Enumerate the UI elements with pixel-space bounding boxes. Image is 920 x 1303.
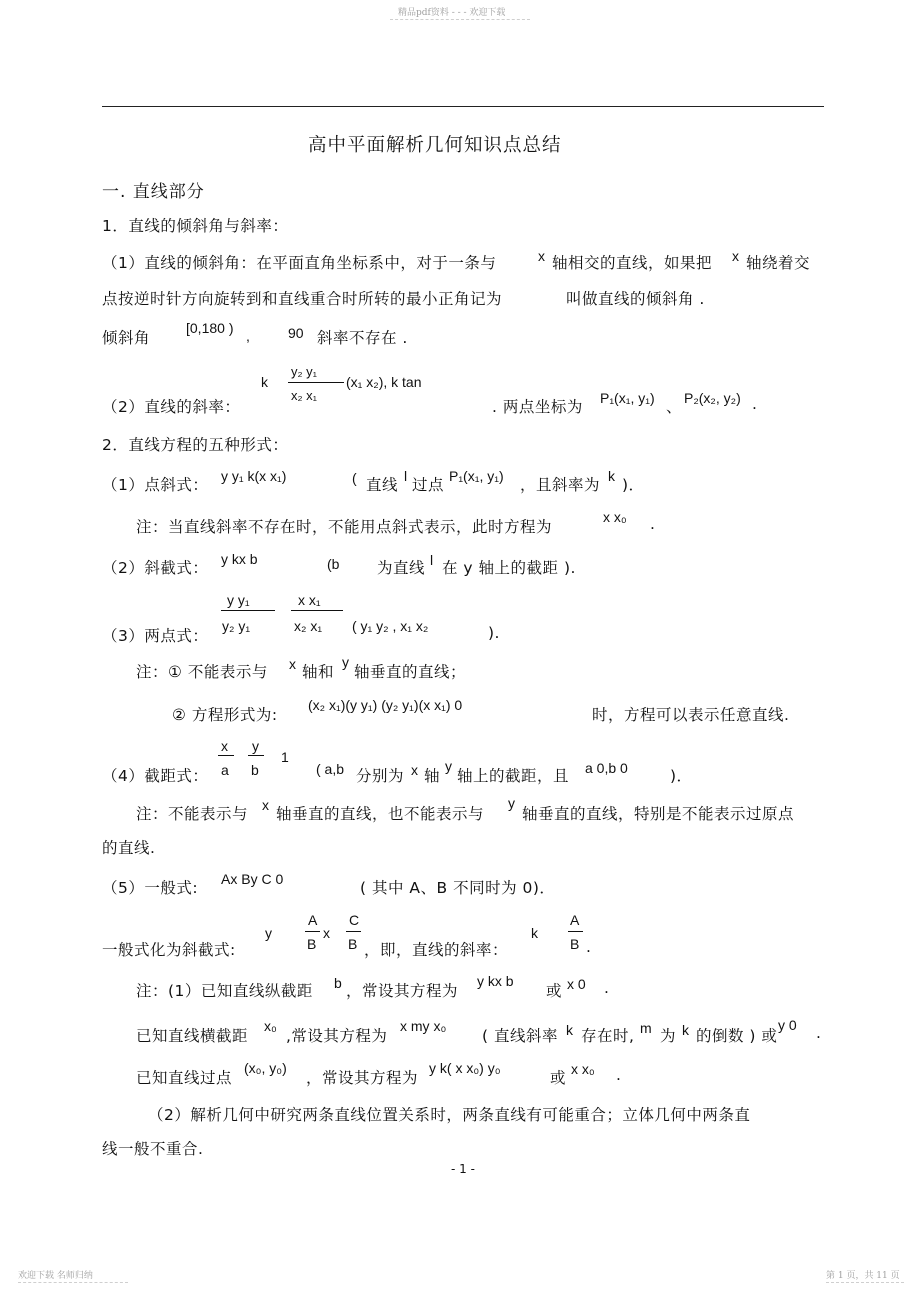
point-slope-note: 注：当直线斜率不存在时，不能用点斜式表示，此时方程为: [136, 518, 553, 536]
text: .: [752, 395, 758, 413]
header-watermark: 精品pdf资料 - - - 欢迎下载: [398, 8, 506, 18]
point-x0-y0: (x₀, y₀): [244, 1060, 287, 1076]
fraction-bar: [305, 931, 320, 932]
slope-intercept-label: （2）斜截式：: [102, 559, 209, 577]
item2-heading: 2．直线方程的五种形式：: [102, 436, 289, 454]
text: 轴: [424, 767, 441, 785]
two-point-den2: x₂ x₁: [294, 618, 323, 634]
footer-left: 欢迎下载 名师归纳: [18, 1271, 93, 1281]
angle-90: 90: [288, 325, 304, 341]
text: .: [616, 1066, 622, 1084]
text: 时，方程可以表示任意直线.: [592, 706, 790, 724]
two-point-num2: x x₁: [298, 592, 321, 608]
text: 或: [550, 1069, 567, 1087]
slope-condition: (x₁ x₂), k tan: [346, 374, 422, 390]
var-y: y: [508, 795, 515, 811]
var-x: x: [323, 925, 330, 941]
page-number: - 1 -: [451, 1162, 475, 1176]
var-k: k: [682, 1022, 689, 1038]
text: 轴绕着交: [746, 254, 811, 272]
var-m: m: [640, 1020, 652, 1036]
frac-B: B: [348, 936, 358, 952]
item1-p1: [102, 251, 496, 273]
equation: y k( x x₀) y₀: [429, 1060, 501, 1076]
text: 在 y 轴上的截距 ).: [442, 559, 576, 577]
point-slope-equation: y y₁ k(x x₁): [221, 468, 287, 484]
text: 斜率不存在 .: [317, 329, 408, 347]
text: 已知直线过点: [136, 1069, 233, 1087]
text: 叫做直线的倾斜角 .: [566, 290, 705, 308]
text: 轴垂直的直线；: [354, 663, 467, 681]
intercept-condition: a 0,b 0: [585, 760, 628, 776]
fraction-bar: [291, 610, 343, 611]
point-slope-label: （1）点斜式：: [102, 476, 209, 494]
text: (: [352, 470, 357, 486]
var-x: x: [538, 248, 545, 264]
text: 轴相交的直线，如果把: [552, 254, 713, 272]
text: 已知直线横截距: [136, 1027, 249, 1045]
slope-fraction-bar: [288, 382, 344, 383]
section-heading: 一. 直线部分: [102, 182, 205, 202]
text: 存在时,: [581, 1027, 635, 1045]
text: ).: [488, 624, 500, 642]
header-dash-line: [390, 19, 530, 20]
slope-intercept-equation: y kx b: [221, 551, 258, 567]
text: ,: [246, 328, 250, 344]
general-form-label: （5）一般式:: [102, 879, 199, 897]
angle-range: [0,180 ): [186, 320, 234, 336]
frac-A: A: [308, 912, 318, 928]
fraction-bar: [221, 610, 275, 611]
text: 为: [660, 1027, 677, 1045]
text: ，常设其方程为: [306, 1069, 419, 1087]
text: ② 方程形式为:: [172, 706, 278, 724]
var-k: k: [566, 1022, 573, 1038]
frac-B: B: [570, 936, 580, 952]
text: ( a,b: [316, 761, 345, 777]
point-p2: P₂(x₂, y₂): [684, 390, 741, 406]
point-p1: P₁(x₁, y₁): [449, 468, 504, 484]
text: （1）直线的倾斜角：在平面直角坐标系中，对于一条与: [102, 254, 497, 272]
general-to-slope-label: 一般式化为斜截式:: [102, 941, 236, 959]
var-x0: x₀: [264, 1018, 277, 1034]
var-k: k: [608, 468, 615, 484]
general-form-equation: Ax By C 0: [221, 871, 284, 887]
equation: y 0: [778, 1017, 797, 1033]
footer-right: 第 1 页，共 11 页: [826, 1271, 900, 1281]
frac-C: C: [349, 912, 360, 928]
text: .: [604, 979, 610, 997]
slope-denominator: x₂ x₁: [291, 388, 318, 403]
fraction-bar: [248, 755, 264, 756]
two-point-condition: ( y₁ y₂ , x₁ x₂: [352, 618, 429, 634]
general-two-point-equation: (x₂ x₁)(y y₁) (y₂ y₁)(x x₁) 0: [308, 697, 463, 713]
fraction-bar: [218, 755, 234, 756]
intercept-one: 1: [281, 749, 289, 765]
two-point-label: （3）两点式：: [102, 627, 209, 645]
footer-dash-left: [18, 1282, 128, 1283]
var-k: k: [531, 925, 538, 941]
text: 注：① 不能表示与: [136, 663, 268, 681]
text: )．: [670, 767, 693, 785]
text: . 两点坐标为: [492, 398, 583, 416]
two-point-den1: y₂ y₁: [222, 618, 251, 634]
text: ,常设其方程为: [286, 1027, 388, 1045]
intercept-label: （4）截距式：: [102, 767, 209, 785]
text: 注：不能表示与: [136, 805, 249, 823]
text: 注：(1）已知直线纵截距: [136, 982, 313, 1000]
text: ，即，直线的斜率：: [364, 941, 509, 959]
text: ( 直线斜率: [482, 1027, 558, 1045]
text: )．: [622, 476, 645, 494]
text: 分别为: [356, 767, 405, 785]
text: 直线: [366, 476, 399, 494]
slope-numerator: y₂ y₁: [291, 364, 318, 379]
text: 的直线.: [102, 839, 156, 857]
header-rule: [102, 106, 824, 107]
var-y: y: [342, 654, 349, 670]
var-l: l: [404, 468, 408, 484]
text: .: [586, 938, 592, 956]
equation: x x₀: [571, 1061, 595, 1077]
item1-p2: 点按逆时针方向旋转到和直线重合时所转的最小正角记为: [102, 290, 503, 308]
intercept-den-a: a: [221, 762, 229, 778]
text: ，且斜率为: [520, 476, 601, 494]
intercept-num-y: y: [252, 738, 259, 754]
footer-dash-right: [826, 1282, 904, 1283]
slope-k: k: [261, 374, 268, 390]
text: 为直线: [377, 559, 426, 577]
equation: x x₀: [603, 509, 627, 525]
text: (b: [327, 556, 340, 572]
var-x: x: [732, 248, 739, 264]
page-title: 高中平面解析几何知识点总结: [308, 135, 562, 156]
var-x: x: [289, 656, 296, 672]
equation: x my x₀: [400, 1018, 447, 1034]
point-p1: P₁(x₁, y₁): [600, 390, 655, 406]
var-y: y: [265, 925, 272, 941]
text: 、: [666, 398, 683, 416]
text: 或: [546, 982, 563, 1000]
text: 轴垂直的直线，特别是不能表示过原点: [522, 805, 795, 823]
slope-label: （2）直线的斜率：: [102, 398, 241, 416]
text: .: [816, 1024, 822, 1042]
item1-heading: 1．直线的倾斜角与斜率：: [102, 217, 289, 235]
two-point-num1: y y₁: [227, 592, 250, 608]
text: 过点: [412, 476, 445, 494]
text: 轴上的截距，且: [457, 767, 570, 785]
var-x: x: [262, 797, 269, 813]
frac-A: A: [570, 912, 580, 928]
fraction-bar: [346, 931, 361, 932]
equation: y kx b: [477, 973, 514, 989]
frac-B: B: [307, 936, 317, 952]
intercept-num-x: x: [221, 738, 228, 754]
intercept-den-b: b: [251, 762, 259, 778]
text: 线一般不重合.: [102, 1140, 204, 1158]
text: .: [650, 515, 656, 533]
text: 轴垂直的直线，也不能表示与: [276, 805, 485, 823]
var-y: y: [445, 758, 452, 774]
var-b: b: [334, 975, 342, 991]
text: 倾斜角: [102, 329, 151, 347]
text: 的倒数 ) 或: [696, 1027, 778, 1045]
text: ( 其中 A、B 不同时为 0)．: [360, 879, 556, 897]
text: （2）解析几何中研究两条直线位置关系时，两条直线有可能重合；立体几何中两条直: [148, 1106, 751, 1124]
fraction-bar: [568, 931, 583, 932]
equation: x 0: [567, 976, 586, 992]
text: ，常设其方程为: [346, 982, 459, 1000]
text: 轴和: [302, 663, 335, 681]
var-l: l: [430, 552, 434, 568]
var-x: x: [411, 762, 418, 778]
